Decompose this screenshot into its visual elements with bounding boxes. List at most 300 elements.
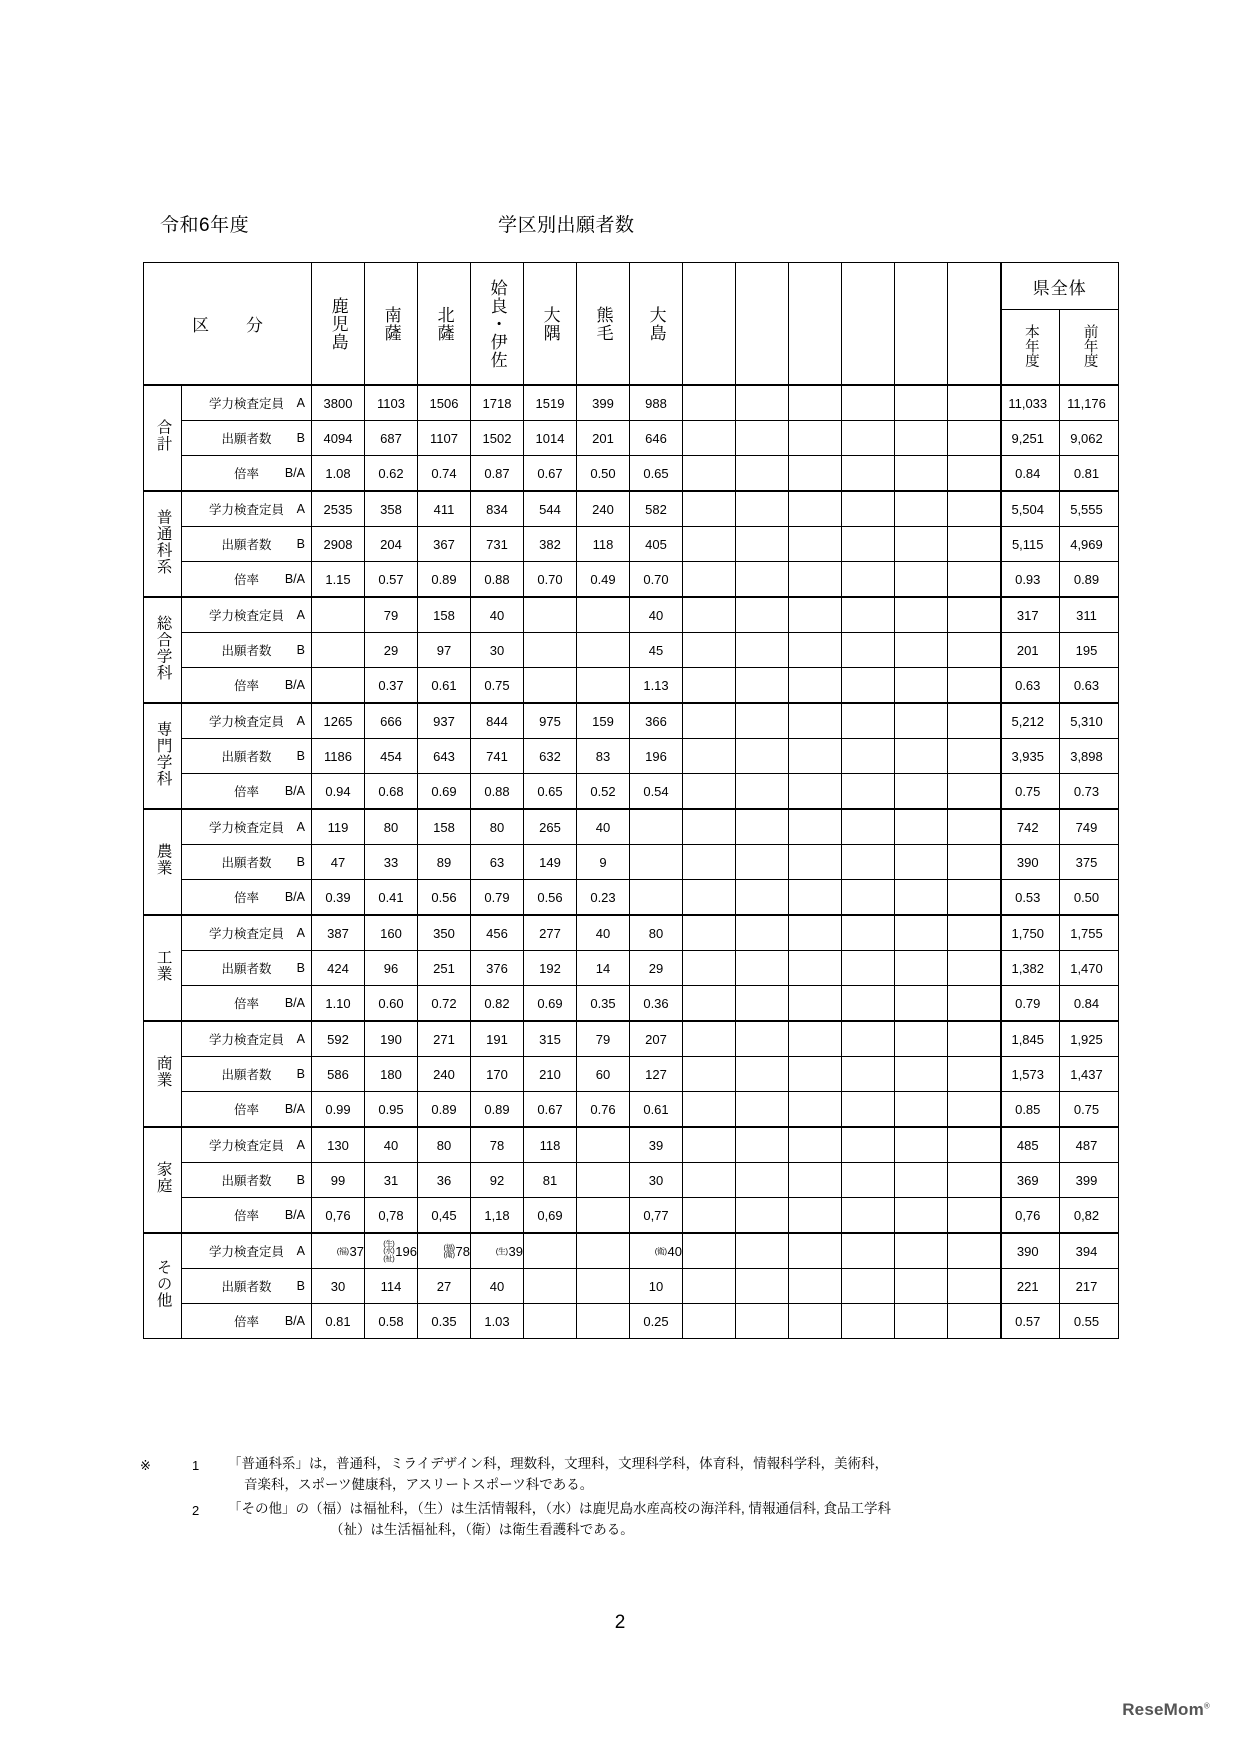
data-cell: 29 <box>365 633 418 668</box>
data-cell <box>789 845 842 880</box>
metric-label-cell <box>182 1021 312 1057</box>
data-cell <box>895 915 948 951</box>
data-cell <box>948 1057 1001 1092</box>
data-cell: 0.61 <box>630 1092 683 1128</box>
data-cell <box>524 597 577 633</box>
data-cell <box>577 1269 630 1304</box>
total-current-cell: 0.63 <box>1001 668 1060 704</box>
data-cell: 27 <box>418 1269 471 1304</box>
metric-code: B <box>296 749 305 763</box>
data-cell: 89 <box>418 845 471 880</box>
data-cell <box>683 1163 736 1198</box>
metric-code: B <box>296 537 305 551</box>
total-current-cell: 5,504 <box>1001 491 1060 527</box>
data-cell: 0.82 <box>471 986 524 1022</box>
data-cell: 160 <box>365 915 418 951</box>
data-cell <box>895 1021 948 1057</box>
total-previous-cell: 487 <box>1060 1127 1119 1163</box>
metric-label-cell <box>182 774 312 810</box>
data-cell <box>842 562 895 598</box>
metric-label-cell <box>182 421 312 456</box>
data-cell <box>895 1057 948 1092</box>
data-cell: 40 <box>630 597 683 633</box>
group-label-text: 合計 <box>154 419 172 452</box>
data-cell <box>736 880 789 916</box>
data-cell <box>895 633 948 668</box>
data-value: 37 <box>349 1243 364 1259</box>
metric-code: B/A <box>284 572 305 586</box>
data-cell <box>895 1304 948 1339</box>
data-cell <box>577 1163 630 1198</box>
data-cell: 118 <box>577 527 630 562</box>
data-cell <box>789 986 842 1022</box>
data-cell: 0.89 <box>471 1092 524 1128</box>
data-cell <box>577 1233 630 1269</box>
header-district-8-empty <box>736 263 789 386</box>
group-label-1 <box>144 491 182 597</box>
data-cell: 79 <box>365 597 418 633</box>
total-previous-cell: 394 <box>1060 1233 1119 1269</box>
total-previous-cell: 375 <box>1060 845 1119 880</box>
data-cell: 741 <box>471 739 524 774</box>
group-label-text: 工業 <box>154 949 172 982</box>
metric-code: B/A <box>284 678 305 692</box>
data-cell <box>577 1304 630 1339</box>
data-cell <box>948 703 1001 739</box>
data-cell <box>789 385 842 421</box>
total-previous-cell: 1,470 <box>1060 951 1119 986</box>
data-cell <box>630 845 683 880</box>
data-cell <box>683 1021 736 1057</box>
total-current-cell: 0.79 <box>1001 986 1060 1022</box>
metric-label: 学力検査定員 <box>208 1139 284 1153</box>
watermark-trademark: ® <box>1203 1701 1210 1711</box>
data-cell: 60 <box>577 1057 630 1092</box>
statistics-table-container <box>143 262 1106 1339</box>
footnote-1-line-1: 「普通科系」は，普通科，ミライデザイン科，理数科，文理科，文理科学科，体育科，情報科学科，美術科， <box>228 1456 889 1471</box>
data-cell: 0.69 <box>524 986 577 1022</box>
data-cell <box>683 951 736 986</box>
data-cell: 97 <box>418 633 471 668</box>
data-cell: 83 <box>577 739 630 774</box>
metric-label: 学力検査定員 <box>208 821 284 835</box>
data-cell: 96 <box>365 951 418 986</box>
metric-label-cell <box>182 1233 312 1269</box>
data-cell <box>683 1092 736 1128</box>
total-current-cell: 0.57 <box>1001 1304 1060 1339</box>
metric-label: 倍率 <box>233 997 259 1011</box>
dept-mark: (福) <box>443 1242 455 1252</box>
metric-label-cell <box>182 1269 312 1304</box>
data-cell <box>736 1269 789 1304</box>
data-cell <box>683 668 736 704</box>
metric-label: 出願者数 <box>221 644 272 658</box>
data-cell <box>895 1198 948 1234</box>
data-cell <box>895 385 948 421</box>
data-cell: 592 <box>312 1021 365 1057</box>
total-previous-label: 前年度 <box>1081 323 1098 368</box>
table-row <box>144 1127 1119 1163</box>
data-cell: 0.67 <box>524 456 577 492</box>
table-row <box>144 739 1119 774</box>
data-cell: 0.58 <box>365 1304 418 1339</box>
total-current-cell: 9,251 <box>1001 421 1060 456</box>
district-label: 南薩 <box>381 305 401 342</box>
data-cell: 31 <box>365 1163 418 1198</box>
group-label-text: 家庭 <box>154 1161 172 1194</box>
metric-code: A <box>296 1138 305 1152</box>
data-cell: 33 <box>365 845 418 880</box>
data-cell <box>842 668 895 704</box>
data-cell: 405 <box>630 527 683 562</box>
data-cell: 0.54 <box>630 774 683 810</box>
data-cell <box>842 915 895 951</box>
data-cell <box>577 1198 630 1234</box>
district-label: 鹿児島 <box>328 296 348 351</box>
data-cell: 265 <box>524 809 577 845</box>
data-cell <box>683 1233 736 1269</box>
data-cell <box>948 986 1001 1022</box>
data-cell <box>736 1127 789 1163</box>
data-cell <box>842 845 895 880</box>
data-cell: 454 <box>365 739 418 774</box>
header-district-1 <box>365 263 418 386</box>
dept-mark: (福) <box>336 1246 349 1256</box>
data-cell: 47 <box>312 845 365 880</box>
table-row <box>144 1198 1119 1234</box>
metric-code: B/A <box>284 466 305 480</box>
data-cell: 0.56 <box>524 880 577 916</box>
header-district-9-empty <box>789 263 842 386</box>
header-district-12-empty <box>948 263 1001 386</box>
data-cell <box>948 562 1001 598</box>
data-cell <box>683 527 736 562</box>
data-cell <box>895 774 948 810</box>
table-row <box>144 421 1119 456</box>
data-cell: 424 <box>312 951 365 986</box>
dept-mark-stack <box>383 1240 394 1263</box>
data-cell <box>842 739 895 774</box>
dept-mark: (水) <box>383 1246 395 1256</box>
metric-label: 学力検査定員 <box>208 609 284 623</box>
data-cell <box>895 562 948 598</box>
data-cell: 0.88 <box>471 774 524 810</box>
metric-label: 倍率 <box>233 1315 259 1329</box>
data-cell <box>365 1233 418 1269</box>
data-cell <box>789 703 842 739</box>
metric-label-cell <box>182 633 312 668</box>
data-cell: 0.61 <box>418 668 471 704</box>
data-cell <box>895 809 948 845</box>
data-cell: 1265 <box>312 703 365 739</box>
data-cell: 158 <box>418 809 471 845</box>
group-label-text: 農業 <box>154 843 172 876</box>
total-current-cell: 742 <box>1001 809 1060 845</box>
metric-label-cell <box>182 1304 312 1339</box>
data-cell <box>418 1233 471 1269</box>
total-current-cell: 390 <box>1001 1233 1060 1269</box>
data-cell <box>895 421 948 456</box>
data-cell <box>789 668 842 704</box>
data-cell-inner <box>471 1234 523 1268</box>
data-cell: 1186 <box>312 739 365 774</box>
data-cell <box>630 809 683 845</box>
metric-code: A <box>296 1244 305 1258</box>
data-cell <box>736 809 789 845</box>
data-cell <box>683 915 736 951</box>
metric-label: 出願者数 <box>221 962 272 976</box>
data-cell: 0.36 <box>630 986 683 1022</box>
data-cell <box>683 456 736 492</box>
data-cell: 586 <box>312 1057 365 1092</box>
data-cell <box>683 633 736 668</box>
data-cell <box>842 951 895 986</box>
data-cell: 0.95 <box>365 1092 418 1128</box>
data-cell <box>736 456 789 492</box>
data-cell: 632 <box>524 739 577 774</box>
data-cell <box>789 562 842 598</box>
data-cell: 0.69 <box>418 774 471 810</box>
data-cell: 0.49 <box>577 562 630 598</box>
data-cell: 0.39 <box>312 880 365 916</box>
data-cell-inner <box>312 1234 364 1268</box>
data-cell <box>948 1127 1001 1163</box>
metric-label-cell <box>182 668 312 704</box>
data-cell: 0.35 <box>418 1304 471 1339</box>
metric-label-cell <box>182 1198 312 1234</box>
total-current-cell: 0,76 <box>1001 1198 1060 1234</box>
data-cell <box>736 1092 789 1128</box>
data-cell <box>736 951 789 986</box>
data-cell: 582 <box>630 491 683 527</box>
data-cell <box>948 527 1001 562</box>
total-previous-cell: 0.89 <box>1060 562 1119 598</box>
district-label: 姶良・伊佐 <box>487 278 507 369</box>
total-previous-cell: 195 <box>1060 633 1119 668</box>
data-cell: 29 <box>630 951 683 986</box>
metric-label-cell <box>182 1163 312 1198</box>
total-previous-cell: 3,898 <box>1060 739 1119 774</box>
metric-code: B <box>296 855 305 869</box>
data-cell: 0.88 <box>471 562 524 598</box>
data-cell <box>630 880 683 916</box>
data-cell <box>948 880 1001 916</box>
group-label-text: 総合学科 <box>154 614 172 681</box>
data-cell <box>789 456 842 492</box>
table-row <box>144 562 1119 598</box>
metric-label-cell <box>182 809 312 845</box>
data-cell: 731 <box>471 527 524 562</box>
total-previous-cell: 1,755 <box>1060 915 1119 951</box>
district-label: 大隅 <box>540 305 560 342</box>
data-cell <box>683 986 736 1022</box>
group-label-7 <box>144 1127 182 1233</box>
data-cell <box>789 951 842 986</box>
dept-mark: (生) <box>383 1238 395 1248</box>
metric-code: B/A <box>284 1314 305 1328</box>
table-row <box>144 1304 1119 1339</box>
data-cell: 45 <box>630 633 683 668</box>
statistics-table <box>143 262 1119 1339</box>
data-cell: 315 <box>524 1021 577 1057</box>
data-cell <box>895 597 948 633</box>
data-cell <box>789 1163 842 1198</box>
data-cell <box>789 774 842 810</box>
metric-label: 学力検査定員 <box>208 715 284 729</box>
data-cell: 63 <box>471 845 524 880</box>
metric-label: 倍率 <box>233 467 259 481</box>
data-cell <box>577 1127 630 1163</box>
data-cell <box>683 385 736 421</box>
data-cell <box>736 1233 789 1269</box>
metric-code: B/A <box>284 784 305 798</box>
data-cell <box>789 809 842 845</box>
data-cell <box>683 1304 736 1339</box>
data-cell: 350 <box>418 915 471 951</box>
data-value: 40 <box>667 1243 682 1259</box>
total-current-cell: 0.84 <box>1001 456 1060 492</box>
data-cell <box>948 1233 1001 1269</box>
table-row <box>144 1163 1119 1198</box>
metric-label: 倍率 <box>233 679 259 693</box>
header-district-4 <box>524 263 577 386</box>
total-previous-cell: 0.50 <box>1060 880 1119 916</box>
data-cell <box>524 668 577 704</box>
group-label-text: 商業 <box>154 1055 172 1088</box>
data-cell: 39 <box>630 1127 683 1163</box>
data-cell: 240 <box>577 491 630 527</box>
data-cell <box>312 668 365 704</box>
data-cell <box>736 1057 789 1092</box>
total-current-cell: 317 <box>1001 597 1060 633</box>
data-cell: 99 <box>312 1163 365 1198</box>
data-cell <box>789 597 842 633</box>
data-cell <box>312 597 365 633</box>
metric-label: 出願者数 <box>221 856 272 870</box>
data-cell <box>524 1269 577 1304</box>
total-previous-cell: 749 <box>1060 809 1119 845</box>
table-row <box>144 774 1119 810</box>
metric-label-cell <box>182 1127 312 1163</box>
data-cell: 1718 <box>471 385 524 421</box>
fiscal-year-label: 令和6年度 <box>160 215 250 236</box>
page-number: 2 <box>614 1612 626 1633</box>
total-current-cell: 369 <box>1001 1163 1060 1198</box>
total-current-cell: 485 <box>1001 1127 1060 1163</box>
data-cell: 79 <box>577 1021 630 1057</box>
data-cell: 170 <box>471 1057 524 1092</box>
data-cell <box>736 739 789 774</box>
data-cell: 0.62 <box>365 456 418 492</box>
total-current-cell: 1,382 <box>1001 951 1060 986</box>
data-value: 78 <box>455 1243 470 1259</box>
data-cell <box>736 774 789 810</box>
header-total-previous <box>1060 310 1119 386</box>
data-cell <box>524 1233 577 1269</box>
data-cell <box>842 986 895 1022</box>
total-previous-cell: 0.73 <box>1060 774 1119 810</box>
total-current-cell: 5,212 <box>1001 703 1060 739</box>
dept-mark-stack <box>444 1244 455 1259</box>
data-cell <box>842 527 895 562</box>
data-cell <box>948 739 1001 774</box>
data-cell <box>948 1021 1001 1057</box>
metric-code: A <box>296 714 305 728</box>
data-cell: 80 <box>418 1127 471 1163</box>
data-cell: 14 <box>577 951 630 986</box>
data-cell: 196 <box>630 739 683 774</box>
data-cell <box>842 1233 895 1269</box>
group-label-2 <box>144 597 182 703</box>
data-cell <box>842 1304 895 1339</box>
table-row <box>144 1269 1119 1304</box>
data-cell <box>736 421 789 456</box>
data-cell <box>948 597 1001 633</box>
data-cell <box>577 633 630 668</box>
data-cell <box>683 562 736 598</box>
data-cell <box>789 1269 842 1304</box>
group-label-text: その他 <box>154 1258 172 1309</box>
data-cell: 80 <box>471 809 524 845</box>
metric-code: A <box>296 926 305 940</box>
title-row <box>140 210 1100 244</box>
header-district-10-empty <box>842 263 895 386</box>
data-cell <box>895 1127 948 1163</box>
data-cell <box>683 421 736 456</box>
metric-label: 出願者数 <box>221 538 272 552</box>
data-cell: 0.35 <box>577 986 630 1022</box>
data-cell <box>842 1057 895 1092</box>
data-cell: 0.87 <box>471 456 524 492</box>
total-current-label: 本年度 <box>1022 323 1039 368</box>
table-row <box>144 1021 1119 1057</box>
header-district-7-empty <box>683 263 736 386</box>
table-row <box>144 880 1119 916</box>
data-cell <box>842 880 895 916</box>
data-cell <box>895 703 948 739</box>
group-label-4 <box>144 809 182 915</box>
metric-label-cell <box>182 951 312 986</box>
total-previous-cell: 1,925 <box>1060 1021 1119 1057</box>
data-cell <box>895 1269 948 1304</box>
data-cell: 118 <box>524 1127 577 1163</box>
data-cell: 30 <box>471 633 524 668</box>
data-value: 196 <box>395 1243 417 1259</box>
data-cell <box>948 456 1001 492</box>
metric-label: 出願者数 <box>221 1280 272 1294</box>
table-row <box>144 385 1119 421</box>
data-cell <box>524 1304 577 1339</box>
data-cell: 190 <box>365 1021 418 1057</box>
data-cell: 399 <box>577 385 630 421</box>
data-cell: 40 <box>577 915 630 951</box>
data-cell <box>948 1269 1001 1304</box>
metric-label-cell <box>182 739 312 774</box>
table-row <box>144 1057 1119 1092</box>
header-prefecture-total: 県全体 <box>1001 263 1119 310</box>
data-cell <box>895 1163 948 1198</box>
data-cell <box>789 1233 842 1269</box>
table-row <box>144 1233 1119 1269</box>
data-cell <box>789 421 842 456</box>
total-previous-cell: 0,82 <box>1060 1198 1119 1234</box>
footnote-1-number: 1 <box>192 1458 200 1473</box>
data-cell: 3800 <box>312 385 365 421</box>
total-previous-cell: 0.81 <box>1060 456 1119 492</box>
data-cell <box>895 880 948 916</box>
metric-label-cell <box>182 1092 312 1128</box>
data-cell <box>842 1198 895 1234</box>
